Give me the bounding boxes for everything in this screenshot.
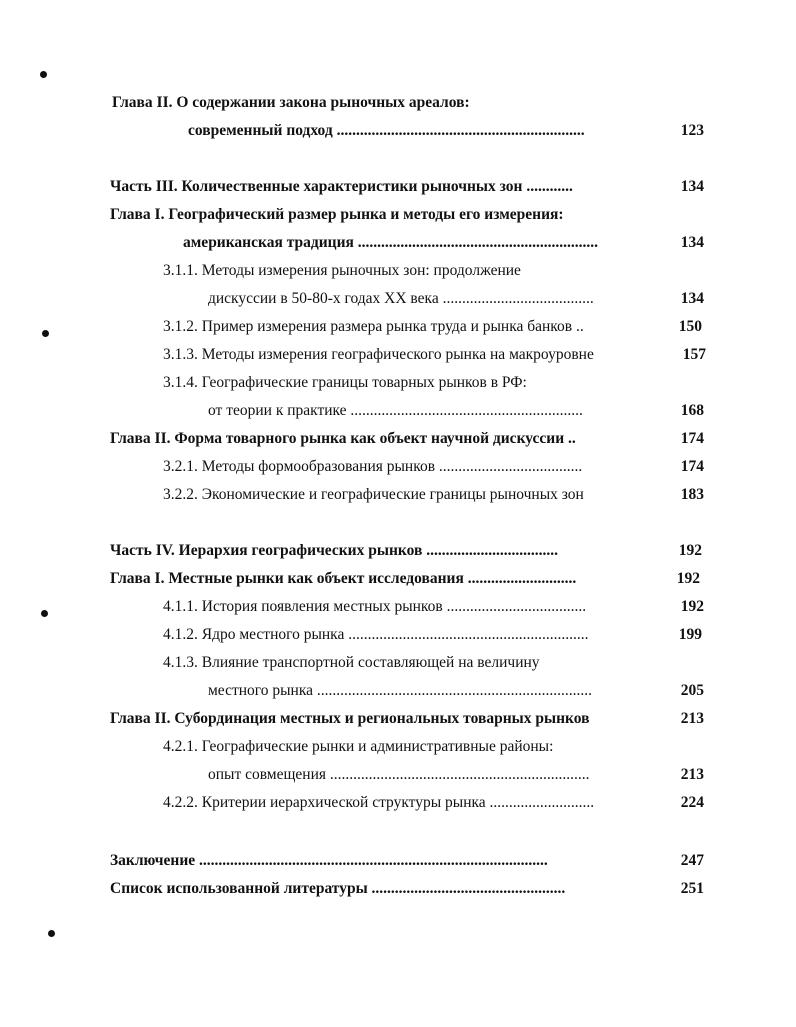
toc-page-number: 168 [680,402,704,419]
toc-chapter-heading: Глава II. Субординация местных и региональных товарных рынков [110,710,590,727]
toc-page-number: 134 [680,178,704,195]
toc-page-number: 192 [678,542,702,559]
toc-entry-text: местного рынка ....................................................................... [208,682,593,699]
toc-section-entry: 4.1.1. История появления местных рынков .................................... [163,598,587,615]
toc-page-number: 213 [680,710,704,727]
toc-page-number: 174 [680,458,704,475]
toc-page-number: 134 [680,234,704,251]
toc-section-entry: 4.2.1. Географические рынки и административные районы: [163,738,554,755]
toc-chapter-heading: Глава I. Местные рынки как объект исследования ............................ [110,570,577,587]
toc-bibliography: Список использованной литературы .................................................. [110,880,566,897]
toc-conclusion: Заключение .......................................................................................... [110,852,548,869]
toc-section-entry: 3.1.4. Географические границы товарных рынков в РФ: [163,374,527,391]
toc-chapter-heading: Глава I. Географический размер рынка и методы его измерения: [110,206,564,223]
toc-section-entry: 3.1.2. Пример измерения размера рынка труда и рынка банков .. [163,318,584,335]
toc-section-entry: 4.1.3. Влияние транспортной составляющей на величину [163,654,540,671]
toc-entry-text: американская традиция .............................................................. [183,234,599,251]
toc-page-number: 247 [680,852,704,869]
toc-section-entry: 3.1.3. Методы измерения географического рынка на макроуровне [163,346,594,363]
toc-page-number: 199 [678,626,702,643]
toc-chapter-heading: Глава II. О содержании закона рыночных ареалов: [112,94,470,111]
toc-section-entry: 3.2.1. Методы формообразования рынков ..................................... [163,458,583,475]
binding-hole-dot [42,330,49,337]
toc-section-entry: 3.1.1. Методы измерения рыночных зон: продолжение [163,262,521,279]
toc-part-heading: Часть IV. Иерархия географических рынков .................................. [110,542,558,559]
binding-hole-dot [48,930,55,937]
toc-entry-text: опыт совмещения ................................................................... [208,766,590,783]
toc-section-entry: 3.2.2. Экономические и географические границы рыночных зон [163,486,584,503]
binding-hole-dot [41,610,48,617]
toc-entry-text: от теории к практике ............................................................ [208,402,583,419]
toc-entry-text: современный подход ................................................................ [188,122,585,139]
toc-page-number: 174 [680,430,704,447]
toc-page-number: 157 [682,346,706,363]
toc-page-number: 192 [676,570,700,587]
toc-page-number: 123 [680,122,704,139]
toc-page-number: 205 [680,682,704,699]
toc-section-entry: 4.2.2. Критерии иерархической структуры рынка ........................... [163,794,595,811]
toc-page-number: 183 [680,486,704,503]
toc-page-number: 251 [680,880,704,897]
binding-hole-dot [40,71,47,78]
toc-section-entry: 4.1.2. Ядро местного рынка .............................................................. [163,626,589,643]
toc-chapter-heading: Глава II. Форма товарного рынка как объект научной дискуссии .. [110,430,576,447]
toc-page-number: 134 [680,290,704,307]
toc-page-number: 150 [678,318,702,335]
toc-page-number: 192 [680,598,704,615]
toc-part-heading: Часть III. Количественные характеристики рыночных зон ............ [110,178,573,195]
toc-page-number: 224 [680,794,704,811]
toc-entry-text: дискуссии в 50-80-х годах XX века ....................................... [208,290,594,307]
toc-page-number: 213 [680,766,704,783]
